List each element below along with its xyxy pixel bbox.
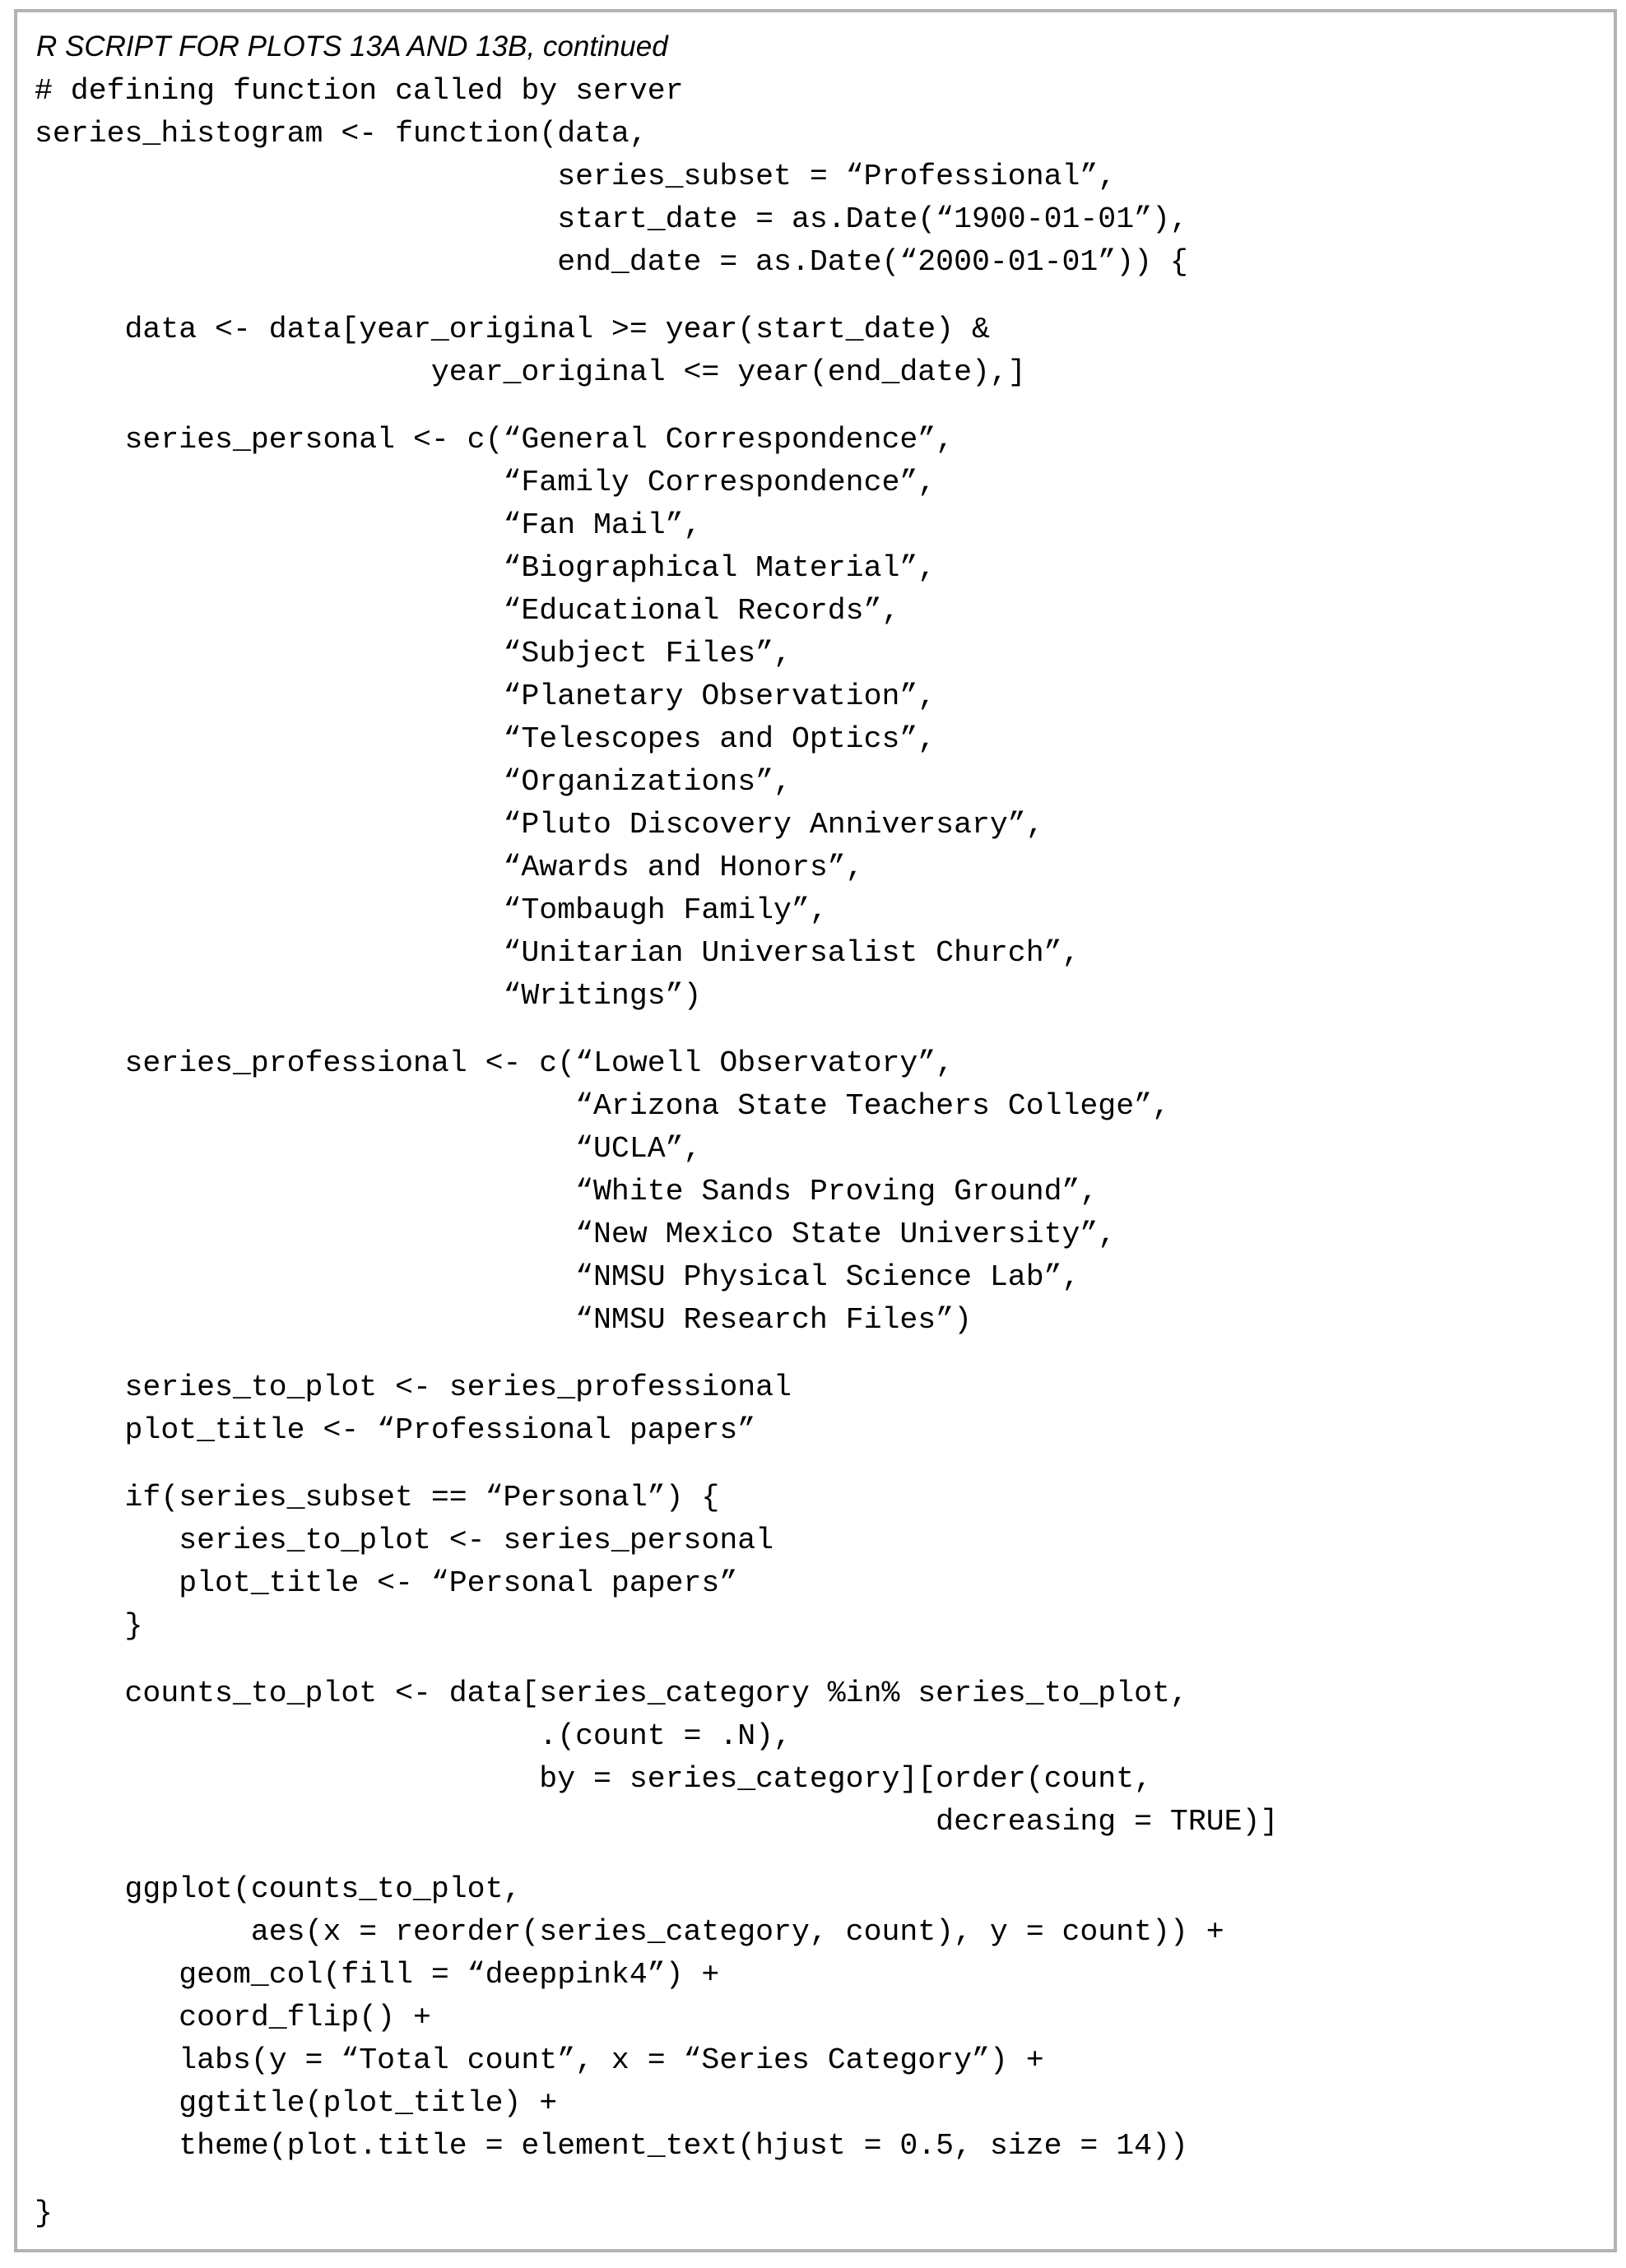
code-line: “Arizona State Teachers College”, [35, 1089, 1170, 1123]
code-line: ggtitle(plot_title) + [35, 2086, 558, 2120]
code-line: } [35, 2196, 53, 2230]
code-line: series_to_plot <- series_professional [35, 1371, 792, 1404]
code-line: “Fan Mail”, [35, 508, 702, 542]
code-line: “Family Correspondence”, [35, 466, 936, 499]
code-line: “UCLA”, [35, 1132, 702, 1166]
r-code-block [35, 70, 1278, 2235]
code-line: “Planetary Observation”, [35, 679, 936, 713]
code-line: “Writings”) [35, 979, 702, 1013]
code-line: plot_title <- “Professional papers” [35, 1413, 756, 1447]
code-line: # defining function called by server [35, 74, 684, 108]
code-line: year_original <= year(end_date),] [35, 355, 1026, 389]
code-line: “Awards and Honors”, [35, 851, 864, 884]
code-blank-line [35, 1452, 1278, 1477]
code-line: “Biographical Material”, [35, 551, 936, 585]
code-blank-line [35, 2168, 1278, 2192]
code-line: theme(plot.title = element_text(hjust = 0.5, size = 14)) [35, 2129, 1188, 2163]
code-line: “NMSU Physical Science Lab”, [35, 1260, 1080, 1294]
code-line: series_subset = “Professional”, [35, 160, 1117, 193]
code-line: geom_col(fill = “deeppink4”) + [35, 1958, 720, 1992]
code-line: “Educational Records”, [35, 594, 900, 628]
code-line: “New Mexico State University”, [35, 1217, 1117, 1251]
code-line: aes(x = reorder(series_category, count), y = count)) + [35, 1915, 1224, 1949]
code-line: ggplot(counts_to_plot, [35, 1872, 522, 1906]
code-line: “Organizations”, [35, 765, 792, 799]
code-line: by = series_category][order(count, [35, 1762, 1153, 1796]
code-line: series_histogram <- function(data, [35, 117, 648, 151]
code-line: coord_flip() + [35, 2001, 431, 2034]
code-line: “Subject Files”, [35, 637, 792, 670]
code-blank-line [35, 394, 1278, 419]
code-line: decreasing = TRUE)] [35, 1805, 1279, 1839]
code-line: if(series_subset == “Personal”) { [35, 1481, 720, 1514]
code-blank-line [35, 1648, 1278, 1672]
code-line: series_professional <- c(“Lowell Observatory”, [35, 1046, 955, 1080]
code-line: “Telescopes and Optics”, [35, 722, 936, 756]
code-line: series_to_plot <- series_personal [35, 1524, 774, 1557]
code-line: data <- data[year_original >= year(start_date) & [35, 313, 990, 346]
code-line: labs(y = “Total count”, x = “Series Category”) + [35, 2043, 1044, 2077]
code-line: “Tombaugh Family”, [35, 893, 828, 927]
code-blank-line [35, 1018, 1278, 1042]
code-line: .(count = .N), [35, 1719, 792, 1753]
code-line: plot_title <- “Personal papers” [35, 1566, 738, 1600]
code-line: “NMSU Research Files”) [35, 1303, 972, 1337]
code-blank-line [35, 1844, 1278, 1868]
code-line: “White Sands Proving Ground”, [35, 1175, 1099, 1208]
code-blank-line [35, 1342, 1278, 1366]
code-line: start_date = as.Date(“1900-01-01”), [35, 202, 1188, 236]
listing-caption: R SCRIPT FOR PLOTS 13A AND 13B, continued [36, 30, 668, 63]
code-line: “Pluto Discovery Anniversary”, [35, 808, 1044, 842]
code-line: } [35, 1609, 143, 1643]
code-line: “Unitarian Universalist Church”, [35, 936, 1080, 970]
code-line: end_date = as.Date(“2000-01-01”)) { [35, 245, 1188, 279]
code-blank-line [35, 284, 1278, 308]
code-line: counts_to_plot <- data[series_category %in% series_to_plot, [35, 1677, 1188, 1710]
code-line: series_personal <- c(“General Correspondence”, [35, 423, 955, 457]
